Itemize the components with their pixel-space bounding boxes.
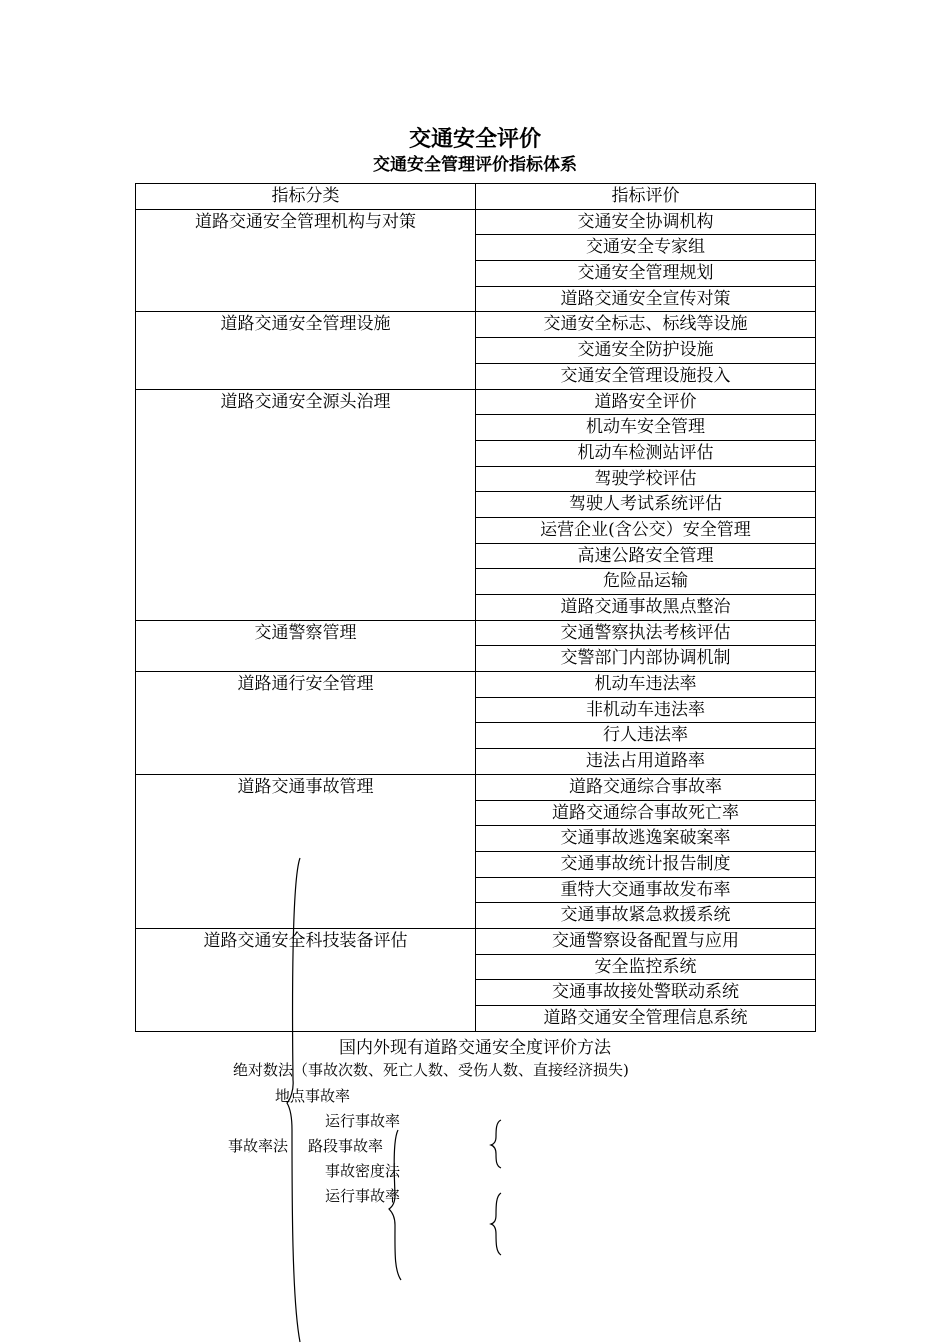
page-title: 交通安全评价 xyxy=(408,126,541,152)
indicator-cell: 交通安全管理规划 xyxy=(476,261,816,287)
indicator-cell: 非机动车违法率 xyxy=(476,697,816,723)
indicator-cell: 危险品运输 xyxy=(476,569,816,595)
method-running-rate: 运行事故率 xyxy=(325,1112,401,1130)
indicator-cell: 驾驶学校评估 xyxy=(476,466,816,492)
indicator-cell: 交警部门内部协调机制 xyxy=(476,646,816,672)
table-row xyxy=(136,774,816,800)
methods-title: 国内外现有道路交通安全度评价方法 xyxy=(339,1038,611,1058)
indicator-cell: 道路交通事故黑点整治 xyxy=(476,595,816,621)
category-cell: 道路交通安全源头治理 xyxy=(136,389,476,620)
category-cell: 道路交通安全科技装备评估 xyxy=(136,928,476,1031)
indicator-cell: 安全监控系统 xyxy=(476,954,816,980)
table-row xyxy=(136,312,816,338)
indicator-cell: 高速公路安全管理 xyxy=(476,543,816,569)
indicator-cell: 道路交通综合事故率 xyxy=(476,774,816,800)
method-absolute: 绝对数法（事故次数、死亡人数、受伤人数、直接经济损失) xyxy=(233,1061,629,1079)
indicator-cell: 机动车检测站评估 xyxy=(476,440,816,466)
indicator-cell: 交通警察执法考核评估 xyxy=(476,620,816,646)
indicator-cell: 机动车安全管理 xyxy=(476,415,816,441)
indicator-cell: 道路交通安全宣传对策 xyxy=(476,286,816,312)
indicator-cell: 交通安全标志、标线等设施 xyxy=(476,312,816,338)
indicator-cell: 道路交通综合事故死亡率 xyxy=(476,800,816,826)
header-category: 指标分类 xyxy=(136,184,476,210)
indicator-cell: 交通警察设备配置与应用 xyxy=(476,928,816,954)
indicator-cell: 机动车违法率 xyxy=(476,672,816,698)
indicator-cell: 运营企业(含公交）安全管理 xyxy=(476,517,816,543)
table-row xyxy=(136,389,816,415)
table-row xyxy=(136,209,816,235)
indicator-cell: 交通事故统计报告制度 xyxy=(476,851,816,877)
category-cell: 道路交通事故管理 xyxy=(136,774,476,928)
category-cell: 道路交通安全管理设施 xyxy=(136,312,476,389)
indicator-cell: 道路安全评价 xyxy=(476,389,816,415)
table-row xyxy=(136,928,816,954)
indicator-cell: 交通事故紧急救援系统 xyxy=(476,903,816,929)
page-subtitle: 交通安全管理评价指标体系 xyxy=(373,155,577,175)
method-running-rate-2: 运行事故率 xyxy=(325,1187,401,1205)
indicator-cell: 交通安全防护设施 xyxy=(476,338,816,364)
method-density: 事故密度法 xyxy=(325,1162,401,1180)
method-section-rate: 路段事故率 xyxy=(308,1137,384,1155)
indicator-cell: 交通安全管理设施投入 xyxy=(476,363,816,389)
small-brace-icon-top xyxy=(491,1120,501,1168)
method-rate-label: 事故率法 xyxy=(228,1137,289,1155)
table-row xyxy=(136,620,816,646)
indicator-cell: 违法占用道路率 xyxy=(476,749,816,775)
indicator-cell: 交通事故逃逸案破案率 xyxy=(476,826,816,852)
indicator-table xyxy=(135,183,816,1032)
category-cell: 道路通行安全管理 xyxy=(136,672,476,775)
indicator-cell: 行人违法率 xyxy=(476,723,816,749)
small-brace-icon-bottom xyxy=(491,1193,501,1255)
category-cell: 道路交通安全管理机构与对策 xyxy=(136,209,476,312)
indicator-cell: 驾驶人考试系统评估 xyxy=(476,492,816,518)
indicator-cell: 重特大交通事故发布率 xyxy=(476,877,816,903)
indicator-cell: 道路交通安全管理信息系统 xyxy=(476,1006,816,1032)
method-site-rate: 地点事故率 xyxy=(275,1087,351,1105)
category-cell: 交通警察管理 xyxy=(136,620,476,671)
indicator-cell: 交通安全协调机构 xyxy=(476,209,816,235)
header-evaluation: 指标评价 xyxy=(476,184,816,210)
indicator-cell: 交通事故接处警联动系统 xyxy=(476,980,816,1006)
indicator-cell: 交通安全专家组 xyxy=(476,235,816,261)
table-header-row xyxy=(136,184,816,210)
table-row xyxy=(136,672,816,698)
